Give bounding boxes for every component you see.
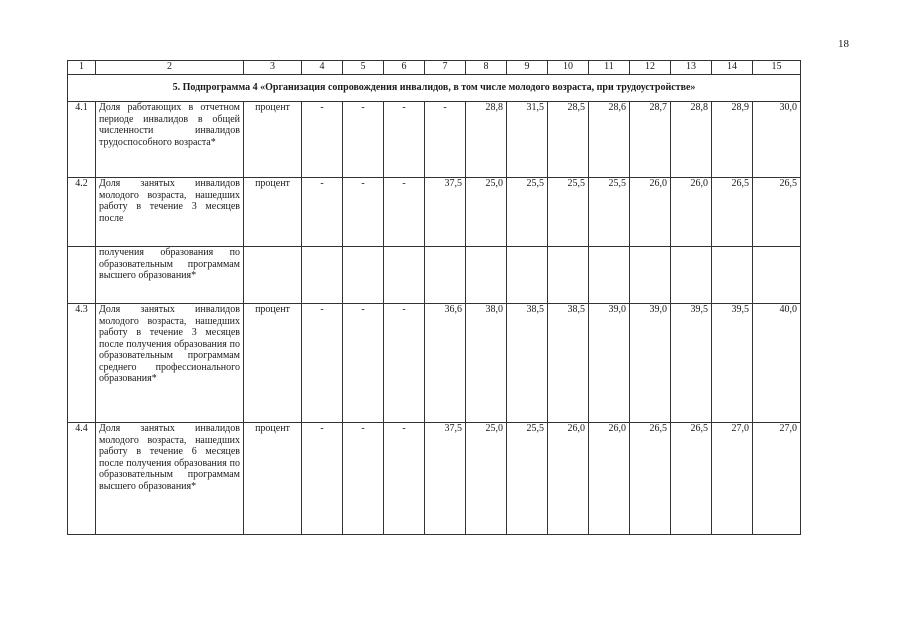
value-cell: 31,5 [507,102,548,178]
value-cell: 25,5 [507,178,548,247]
value-cell: 26,0 [671,178,712,247]
indicator-name: получения образования по образовательным программам высшего образования* [96,247,244,304]
indicator-row [68,178,801,247]
value-cell: 28,7 [630,102,671,178]
value-cell [507,247,548,304]
section-title-row [68,75,801,102]
row-number: 4.2 [68,178,96,247]
column-number: 15 [753,61,801,75]
value-cell: 26,0 [630,178,671,247]
value-cell: - [343,423,384,535]
value-cell: 39,5 [712,304,753,423]
value-cell: 37,5 [425,178,466,247]
column-number: 14 [712,61,753,75]
value-cell: 27,0 [753,423,801,535]
value-cell: 40,0 [753,304,801,423]
column-number: 7 [425,61,466,75]
value-cell: - [302,178,343,247]
value-cell: 28,8 [466,102,507,178]
value-cell: - [343,304,384,423]
value-cell: 39,5 [671,304,712,423]
value-cell: 30,0 [753,102,801,178]
value-cell: 28,9 [712,102,753,178]
value-cell [425,247,466,304]
indicator-name: Доля работающих в отчетном периоде инвалидов в общей численности инвалидов трудоспособного возраста* [96,102,244,178]
value-cell: 36,6 [425,304,466,423]
indicator-name: Доля занятых инвалидов молодого возраста, нашедших работу в течение 3 месяцев после получения образования по образовательным программам среднего профессионального образования* [96,304,244,423]
value-cell: 28,8 [671,102,712,178]
value-cell: - [425,102,466,178]
value-cell: 25,5 [507,423,548,535]
value-cell: - [302,102,343,178]
indicator-name: Доля занятых инвалидов молодого возраста, нашедших работу в течение 3 месяцев после [96,178,244,247]
indicator-row [68,304,801,423]
value-cell [712,247,753,304]
row-number: 4.3 [68,304,96,423]
value-cell: - [343,102,384,178]
value-cell: 25,0 [466,423,507,535]
column-number: 5 [343,61,384,75]
column-number: 6 [384,61,425,75]
value-cell: - [302,304,343,423]
value-cell: 27,0 [712,423,753,535]
value-cell [466,247,507,304]
column-number: 11 [589,61,630,75]
indicator-name: Доля занятых инвалидов молодого возраста, нашедших работу в течение 6 месяцев после получения образования по образовательным программам высшего образования* [96,423,244,535]
column-number: 4 [302,61,343,75]
value-cell [302,247,343,304]
indicator-row [68,247,801,304]
value-cell: 26,5 [753,178,801,247]
value-cell: 26,5 [630,423,671,535]
value-cell: 28,6 [589,102,630,178]
value-cell: 38,5 [507,304,548,423]
column-number: 13 [671,61,712,75]
column-number: 1 [68,61,96,75]
value-cell: - [384,102,425,178]
column-number: 10 [548,61,589,75]
value-cell [671,247,712,304]
value-cell: 25,0 [466,178,507,247]
unit-cell: процент [244,304,302,423]
section-title: 5. Подпрограмма 4 «Организация сопровождения инвалидов, в том числе молодого возраста, при трудоустройстве» [68,75,801,102]
value-cell: - [384,304,425,423]
row-number: 4.4 [68,423,96,535]
row-number [68,247,96,304]
column-number: 9 [507,61,548,75]
column-number: 12 [630,61,671,75]
value-cell [384,247,425,304]
unit-cell [244,247,302,304]
indicators-table [67,60,801,535]
value-cell [589,247,630,304]
value-cell: 26,5 [671,423,712,535]
value-cell: 26,5 [712,178,753,247]
value-cell [548,247,589,304]
value-cell: 28,5 [548,102,589,178]
value-cell: 39,0 [630,304,671,423]
column-number: 8 [466,61,507,75]
page-number: 18 [838,38,849,50]
value-cell [630,247,671,304]
value-cell: 26,0 [548,423,589,535]
value-cell [343,247,384,304]
column-number: 2 [96,61,244,75]
unit-cell: процент [244,178,302,247]
unit-cell: процент [244,423,302,535]
value-cell: - [302,423,343,535]
value-cell: - [384,423,425,535]
value-cell: 38,5 [548,304,589,423]
value-cell: 25,5 [589,178,630,247]
column-number-row [68,61,801,75]
indicator-row [68,423,801,535]
column-number: 3 [244,61,302,75]
value-cell: - [384,178,425,247]
value-cell: 25,5 [548,178,589,247]
unit-cell: процент [244,102,302,178]
value-cell: 38,0 [466,304,507,423]
value-cell: 39,0 [589,304,630,423]
value-cell: 26,0 [589,423,630,535]
value-cell [753,247,801,304]
row-number: 4.1 [68,102,96,178]
value-cell: 37,5 [425,423,466,535]
value-cell: - [343,178,384,247]
indicator-row [68,102,801,178]
